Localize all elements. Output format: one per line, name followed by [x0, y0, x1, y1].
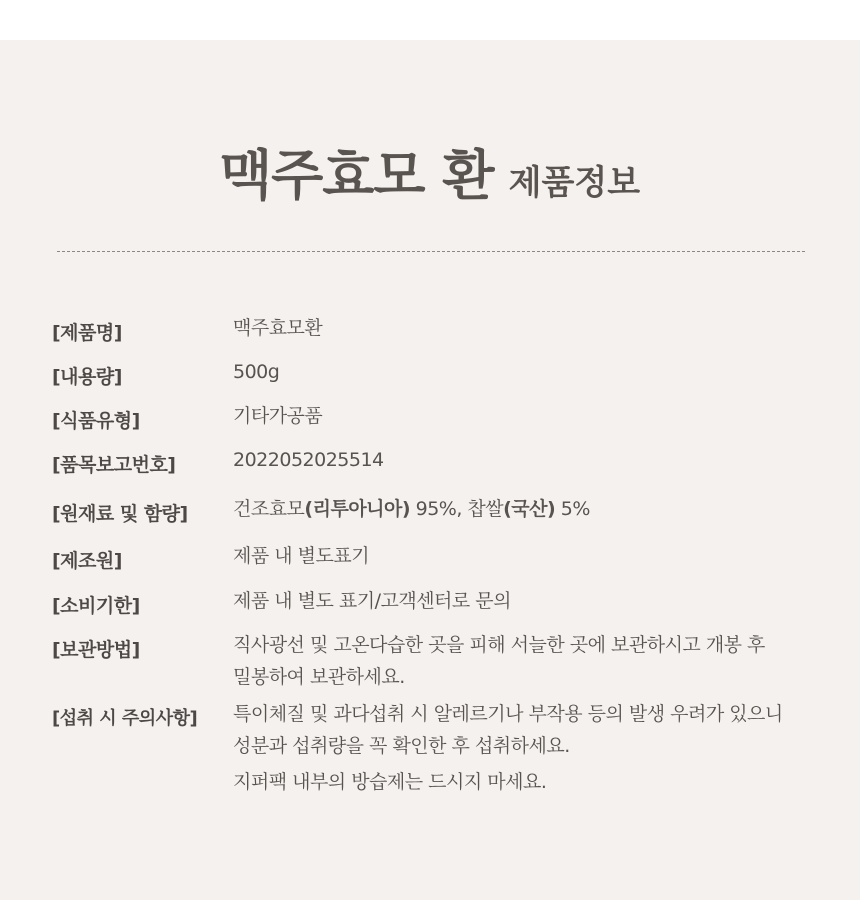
value-report-number: 2022052025514	[233, 449, 384, 471]
product-info-subtitle: 제품정보	[508, 163, 641, 203]
ingredient-yeast: 건조효모	[233, 498, 305, 520]
value-cautions	[233, 698, 823, 798]
ingredient-yeast-origin: (리투아니아)	[304, 498, 411, 520]
value-storage	[233, 629, 823, 693]
value-food-type: 기타가공품	[233, 405, 323, 427]
dashed-divider	[57, 251, 805, 252]
value-product-name: 맥주효모환	[233, 317, 323, 339]
ingredient-rice: 95%, 찹쌀	[410, 498, 504, 520]
storage-line-2: 밀봉하여 보관하세요.	[233, 666, 405, 688]
ingredient-rice-percent: 5%	[555, 498, 590, 520]
value-expiration: 제품 내 별도 표기/고객센터로 문의	[233, 590, 512, 612]
label-expiration: [소비기한]	[52, 595, 140, 617]
caution-line-1: 특이체질 및 과다섭취 시 알레르기나 부작용 등의 발생 우려가 있으니	[233, 703, 783, 725]
label-ingredients: [원재료 및 함량]	[52, 503, 188, 525]
value-volume: 500g	[233, 361, 280, 383]
label-volume: [내용량]	[52, 366, 122, 388]
label-food-type: [식품유형]	[52, 410, 140, 432]
product-title: 맥주효모 환	[219, 144, 494, 207]
label-manufacturer: [제조원]	[52, 550, 122, 572]
value-ingredients	[233, 493, 823, 525]
caution-line-2: 성분과 섭취량을 꼭 확인한 후 섭취하세요.	[233, 735, 570, 757]
caution-desiccant-note: 지퍼팩 내부의 방습제는 드시지 마세요.	[233, 771, 547, 793]
label-report-number: [품목보고번호]	[52, 454, 176, 476]
ingredient-rice-origin: (국산)	[503, 498, 556, 520]
product-info-panel	[0, 40, 860, 900]
label-product-name: [제품명]	[52, 322, 122, 344]
page-title	[0, 133, 860, 210]
value-manufacturer: 제품 내 별도표기	[233, 545, 370, 567]
storage-line-1: 직사광선 및 고온다습한 곳을 피해 서늘한 곳에 보관하시고 개봉 후	[233, 634, 765, 656]
label-storage: [보관방법]	[52, 639, 140, 661]
label-cautions: [섭취 시 주의사항]	[52, 708, 198, 729]
